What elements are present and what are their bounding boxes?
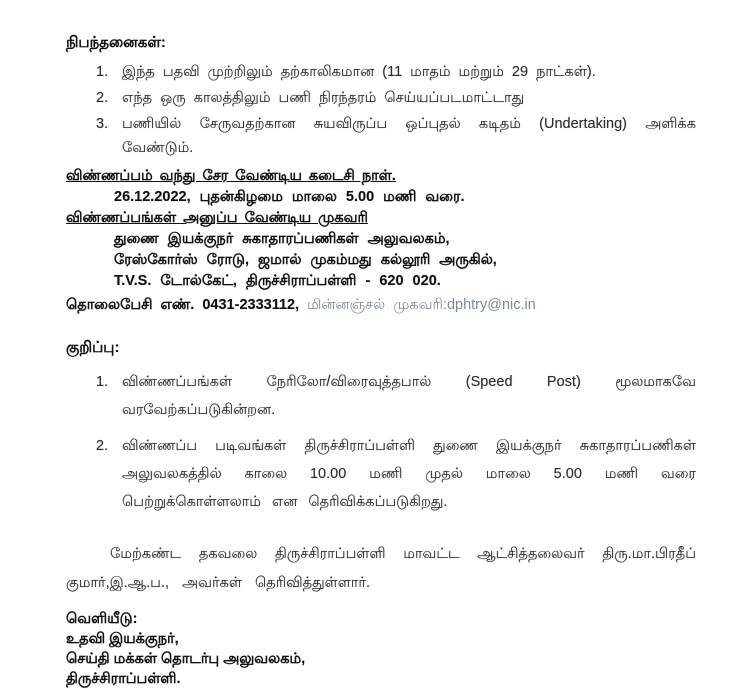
deadline-heading: விண்ணப்பம் வந்து சேர வேண்டிய கடைசி நாள். [66,167,396,184]
list-item-text: பணியில் சேருவதற்கான சுயவிருப்ப ஒப்புதல் கடிதம் (Undertaking) அளிக்க வேண்டும். [122,116,696,156]
issuer-line: உதவி இயக்குநர், [66,630,179,647]
list-item-number: 1. [96,374,109,391]
conditions-list [66,61,696,160]
contact-line [66,294,696,317]
phone-number: தொலைபேசி எண். 0431-2333112, [66,296,300,313]
closing-paragraph: மேற்கண்ட தகவலை திருச்சிராப்பள்ளி மாவட்ட ஆட்சித்தலைவர் திரு.மா.பிரதீப் குமார்,இ.ஆ.ப., அவர்கள் தெரிவித்துள்ளார். [66,546,696,591]
list-item [66,61,696,84]
list-item [66,432,696,517]
list-item-number: 2. [96,437,109,454]
list-item-number: 2. [96,90,109,107]
conditions-heading: நிபந்தனைகள்: [66,34,166,51]
list-item [66,113,696,159]
address-line: T.V.S. டோல்கேட், திருச்சிராப்பள்ளி - 620 020. [114,272,441,289]
deadline-value: 26.12.2022, புதன்கிழமை மாலை 5.00 மணி வரை. [114,188,465,205]
issuer-block [66,609,696,689]
address-line: ரேஸ்கோர்ஸ் ரோடு, ஜமால் முகம்மது கல்லூரி அருகில், [114,251,497,268]
list-item [66,87,696,110]
note-list [66,368,696,516]
list-item-number: 1. [96,64,109,80]
note-heading: குறிப்பு: [66,339,120,357]
list-item-text: விண்ணப்ப படிவங்கள் திருச்சிராப்பள்ளி துணை இயக்குநர் சுகாதாரப்பணிகள் அலுவலகத்தில் காலை 10.00 மணி முதல் மாலை 5.00 மணி வரை பெற்றுக்கொள்ளலாம் என தெரிவிக்கப்படுகிறது. [122,437,696,511]
list-item [66,368,696,425]
issuer-line: செய்தி மக்கள் தொடர்பு அலுவலகம், [66,650,306,667]
list-item-number: 3. [96,116,109,133]
address-line: துணை இயக்குநர் சுகாதாரப்பணிகள் அலுவலகம், [114,230,450,247]
email-address: மின்னஞ்சல் முகவரி:dphtry@nic.in [307,296,536,313]
list-item-text: விண்ணப்பங்கள் நேரிலோ/விரைவுத்தபால் (Speed Post) மூலமாகவே வரவேற்கப்படுகின்றன. [122,374,696,419]
issuer-label: வெளியீடு: [66,610,138,627]
issuer-line: திருச்சிராப்பள்ளி. [66,670,181,687]
address-heading: விண்ணப்பங்கள் அனுப்ப வேண்டிய முகவரி [66,209,368,226]
list-item-text: இந்த பதவி முற்றிலும் தற்காலிகமான (11 மாதம் மற்றும் 29 நாட்கள்). [122,64,596,80]
list-item-text: எந்த ஒரு காலத்திலும் பணி நிரந்தரம் செய்யப்படமாட்டாது [122,90,525,107]
